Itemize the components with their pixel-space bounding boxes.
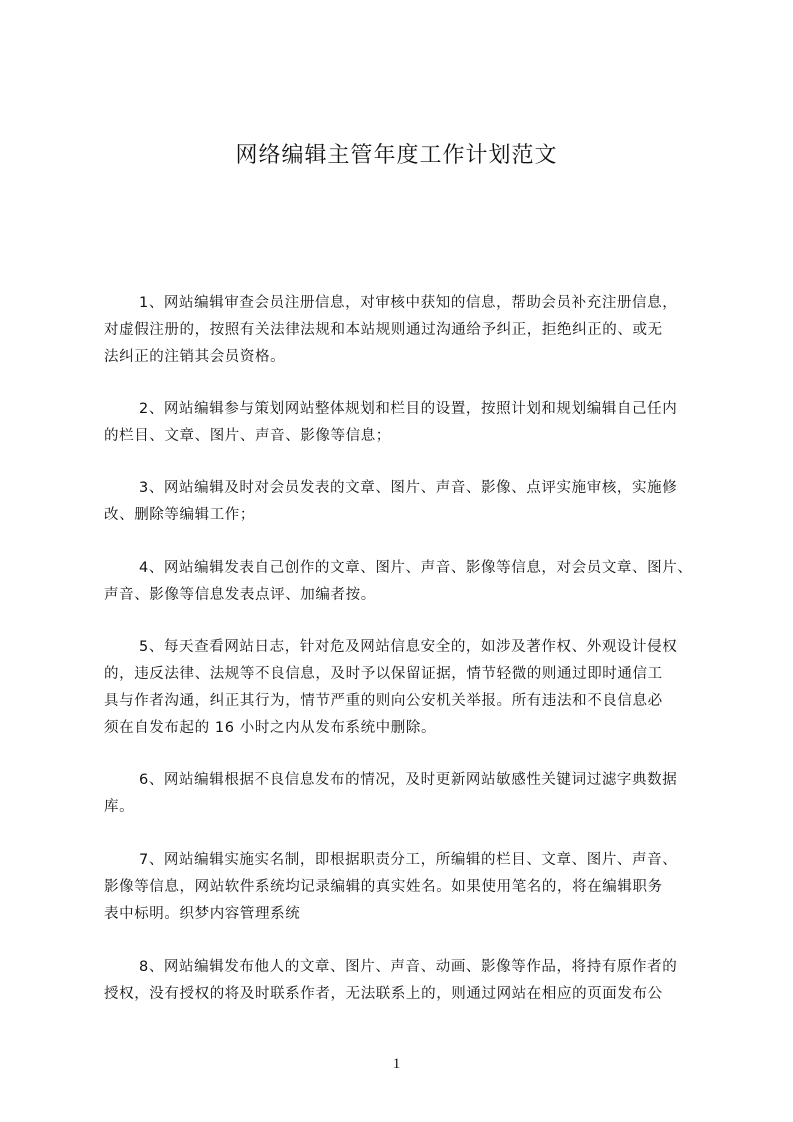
paragraph-line: 6、网站编辑根据不良信息发布的情况，及时更新网站敏感性关键词过滤字典数据: [139, 772, 678, 788]
paragraph-line: 4、网站编辑发表自己创作的文章、图片、声音、影像等信息，对会员文章、图片、: [139, 560, 693, 576]
page-title: 网络编辑主管年度工作计划范文: [235, 143, 558, 168]
paragraph-line: 的栏目、文章、图片、声音、影像等信息；: [104, 428, 391, 444]
paragraph-line: 的，违反法律、法规等不良信息，及时予以保留证据，情节轻微的则通过即时通信工: [104, 666, 663, 682]
paragraph-8: [104, 954, 724, 1008]
paragraph-5: [104, 634, 724, 742]
paragraph-line: 表中标明。织梦内容管理系统: [104, 906, 301, 922]
paragraph-line: 2、网站编辑参与策划网站整体规划和栏目的设置，按照计划和规划编辑自己任内: [139, 401, 678, 417]
paragraph-line: 1、网站编辑审查会员注册信息，对审核中获知的信息，帮助会员补充注册信息，: [139, 295, 678, 311]
paragraph-7: [104, 847, 724, 928]
paragraph-6: [104, 767, 724, 821]
paragraph-1: [104, 290, 724, 371]
paragraph-line: 7、网站编辑实施实名制，即根据职责分工，所编辑的栏目、文章、图片、声音、: [139, 852, 678, 868]
paragraph-line: 3、网站编辑及时对会员发表的文章、图片、声音、影像、点评实施审核，实施修: [139, 480, 678, 496]
paragraph-line: 改、删除等编辑工作；: [104, 507, 255, 523]
paragraph-line: 声音、影像等信息发表点评、加编者按。: [104, 587, 376, 603]
paragraph-3: [104, 475, 724, 529]
paragraph-line: 8、网站编辑发布他人的文章、图片、声音、动画、影像等作品，将持有原作者的: [139, 959, 678, 975]
paragraph-2: [104, 396, 724, 450]
paragraph-line: 法纠正的注销其会员资格。: [104, 349, 286, 365]
paragraph-line: 具与作者沟通，纠正其行为，情节严重的则向公安机关举报。所有违法和不良信息必: [104, 693, 663, 709]
paragraph-line: 影像等信息，网站软件系统均记录编辑的真实姓名。如果使用笔名的，将在编辑职务: [104, 879, 663, 895]
paragraph-4: [104, 555, 724, 609]
page-number: 1: [392, 1056, 401, 1072]
paragraph-line: 须在自发布起的 16 小时之内从发布系统中删除。: [104, 720, 437, 736]
paragraph-line: 授权，没有授权的将及时联系作者，无法联系上的，则通过网站在相应的页面发布公: [104, 986, 663, 1002]
paragraph-line: 对虚假注册的，按照有关法律法规和本站规则通过沟通给予纠正，拒绝纠正的、或无: [104, 322, 663, 338]
paragraph-line: 库。: [104, 799, 135, 815]
paragraph-line: 5、每天查看网站日志，针对危及网站信息安全的，如涉及著作权、外观设计侵权: [139, 639, 678, 655]
